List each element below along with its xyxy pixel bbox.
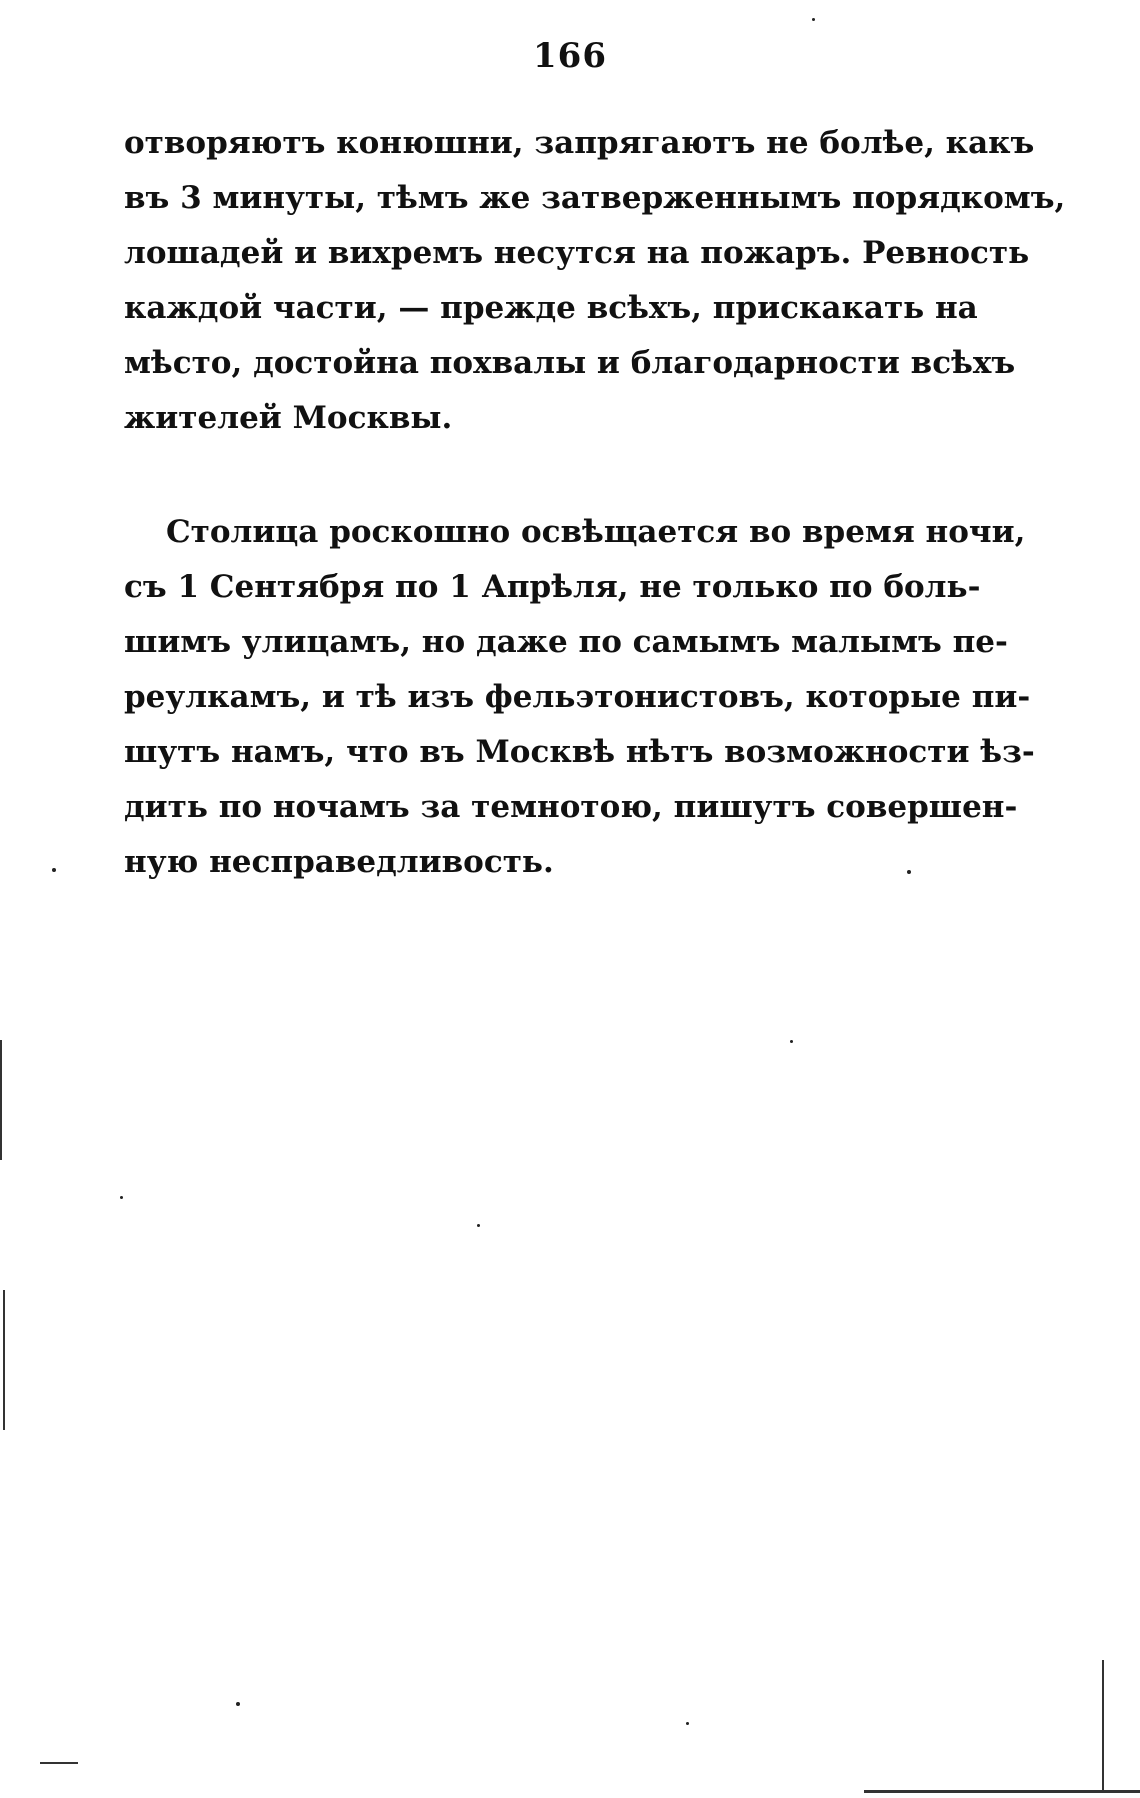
paragraph-2: [124, 505, 1035, 890]
scan-edge-line: [3, 1290, 5, 1430]
text-line: отворяютъ конюшни, запрягаютъ не болѣе, какъ: [124, 125, 1035, 161]
text-line: ную несправедливость.: [124, 844, 554, 880]
text-line: съ 1 Сентября по 1 Апрѣля, не только по боль-: [124, 569, 981, 605]
scan-speck: [120, 1196, 123, 1199]
text-line: дить по ночамъ за темнотою, пишутъ совершен-: [124, 789, 1018, 825]
scan-edge-line: [864, 1790, 1140, 1793]
page-number: 166: [533, 36, 607, 76]
scan-speck: [812, 18, 815, 21]
scan-speck: [907, 870, 911, 874]
text-line: Столица роскошно освѣщается во время ночи,: [166, 514, 1026, 550]
text-line: жителей Москвы.: [124, 400, 453, 436]
text-line: въ 3 минуты, тѣмъ же затверженнымъ порядкомъ,: [124, 180, 1066, 216]
scan-speck: [686, 1722, 689, 1725]
scan-speck: [477, 1224, 480, 1227]
scan-edge-line: [1102, 1660, 1104, 1790]
scan-edge-line: [0, 1040, 2, 1160]
text-line: мѣсто, достойна похвалы и благодарности всѣхъ: [124, 345, 1016, 381]
paragraph-1: [124, 116, 1066, 446]
scan-speck: [236, 1702, 240, 1706]
scan-speck: [790, 1040, 793, 1043]
scan-speck: [52, 868, 56, 872]
text-line: реулкамъ, и тѣ изъ фельэтонистовъ, которые пи-: [124, 679, 1031, 715]
text-line: шимъ улицамъ, но даже по самымъ малымъ пе-: [124, 624, 1008, 660]
text-line: лошадей и вихремъ несутся на пожаръ. Ревность: [124, 235, 1030, 271]
text-line: каждой части, — прежде всѣхъ, прискакать на: [124, 290, 978, 326]
scan-edge-line: [40, 1762, 78, 1764]
text-line: шутъ намъ, что въ Москвѣ нѣтъ возможности ѣз-: [124, 734, 1035, 770]
